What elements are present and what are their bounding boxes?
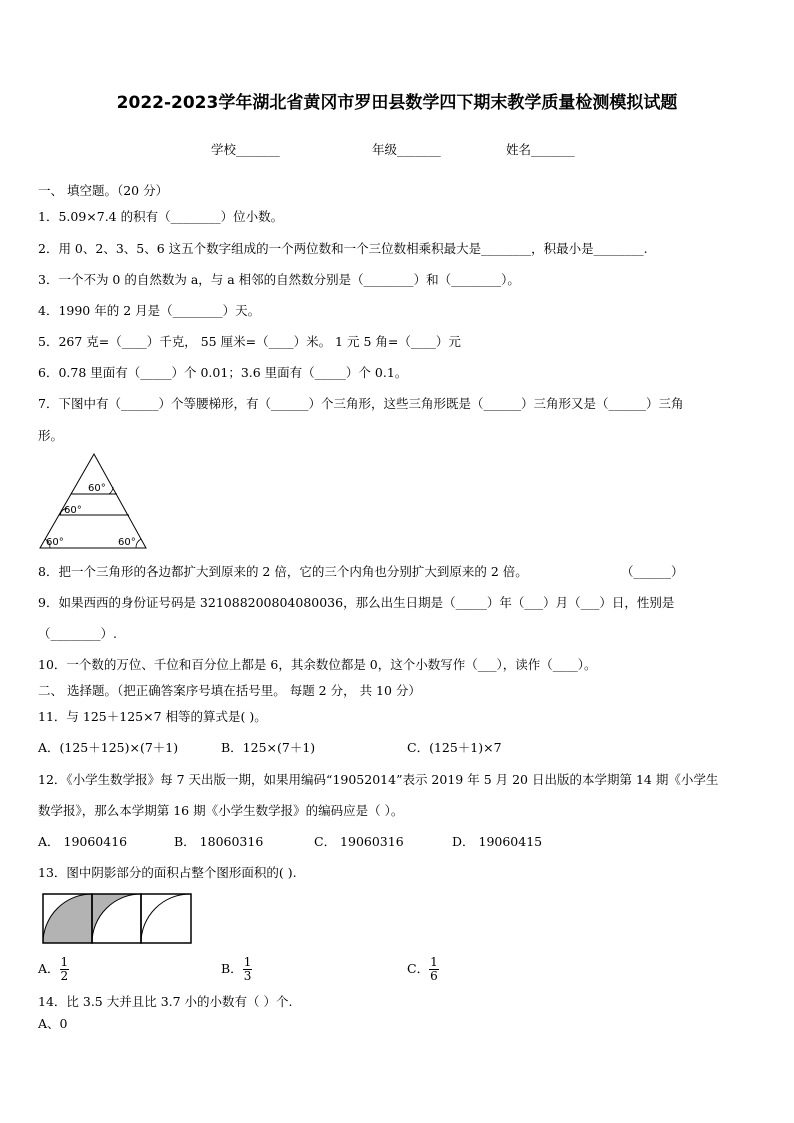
fraction <box>429 956 439 983</box>
name-field: 姓名_______ <box>506 142 575 157</box>
question-10: 10．一个数的万位、千位和百分位上都是 6，其余数位都是 0，这个小数写作（___），读作（____）。 <box>38 657 597 672</box>
question-14-option-a: A、0 <box>38 1016 68 1031</box>
question-3: 3．一个不为 0 的自然数为 a，与 a 相邻的自然数分别是（________）和（________）。 <box>38 272 520 287</box>
denominator: 6 <box>430 969 438 983</box>
section-heading-fill-blank: 一、 填空题。（20 分） <box>38 183 169 198</box>
angle-label-4: 60° <box>118 537 136 548</box>
fraction <box>243 956 253 983</box>
option-label: A． <box>38 961 60 976</box>
question-5: 5．267 克=（____）千克， 55 厘米=（____）米。 1 元 5 角=（____）元 <box>38 334 461 349</box>
shaded-area-figure <box>42 893 194 945</box>
arc-3 <box>141 894 190 943</box>
option-label: B． <box>221 961 243 976</box>
numerator: 1 <box>60 955 69 969</box>
fraction <box>60 956 70 983</box>
question-11-option-c: C．(125＋1)×7 <box>407 740 502 755</box>
question-11-option-b: B．125×(7＋1) <box>221 740 316 755</box>
question-1: 1．5.09×7.4 的积有（________）位小数。 <box>38 209 284 224</box>
angle-label-3: 60° <box>46 537 64 548</box>
angle-label-2: 60° <box>64 505 82 516</box>
question-11: 11．与 125＋125×7 相等的算式是( )。 <box>38 709 267 724</box>
question-11-option-a: A．(125＋125)×(7＋1) <box>38 740 179 755</box>
question-13-option-c <box>407 956 439 983</box>
triangle-figure <box>38 452 150 552</box>
outer-triangle <box>40 454 146 548</box>
question-4: 4．1990 年的 2 月是（________）天。 <box>38 303 261 318</box>
denominator: 3 <box>243 969 252 983</box>
numerator: 1 <box>430 955 438 969</box>
question-12-option-b: B． 18060316 <box>174 834 264 849</box>
question-9-line-2: （________）. <box>38 626 117 641</box>
question-12-line-2: 数学报》，那么本学期第 16 期《小学生数学报》的编码应是（ ）。 <box>38 803 404 818</box>
option-label: C． <box>407 961 430 976</box>
denominator: 2 <box>60 969 69 983</box>
square-3 <box>141 894 191 943</box>
question-12-option-d: D． 19060415 <box>452 834 543 849</box>
question-13-option-a <box>38 956 69 983</box>
question-12-line-1: 12．《小学生数学报》每 7 天出版一期，如果用编码“19052014”表示 2019 年 5 月 20 日出版的本学期第 14 期《小学生 <box>38 772 719 787</box>
question-14: 14．比 3.5 大并且比 3.7 小的小数有（ ）个. <box>38 994 293 1009</box>
grade-field: 年级_______ <box>372 142 441 157</box>
question-2: 2．用 0、2、3、5、6 这五个数字组成的一个两位数和一个三位数相乘积最大是________，积最小是________. <box>38 241 648 256</box>
question-8: 8．把一个三角形的各边都扩大到原来的 2 倍，它的三个内角也分别扩大到原来的 2 倍。 <box>38 564 528 579</box>
question-7-line-2: 形。 <box>38 428 64 443</box>
shaded-region-2 <box>92 894 141 943</box>
angle-label-1: 60° <box>88 483 106 494</box>
page-title: 2022-2023学年湖北省黄冈市罗田县数学四下期末教学质量检测模拟试题 <box>116 93 678 113</box>
question-12-option-c: C． 19060316 <box>314 834 404 849</box>
question-7-line-1: 7．下图中有（______）个等腰梯形，有（______）个三角形，这些三角形既是（______）三角形又是（______）三角 <box>38 396 684 411</box>
question-13: 13．图中阴影部分的面积占整个图形面积的( ). <box>38 865 297 880</box>
angle-arc-4 <box>136 539 141 548</box>
question-13-option-b <box>221 956 252 983</box>
question-6: 6．0.78 里面有（_____）个 0.01；3.6 里面有（_____）个 0.1。 <box>38 365 408 380</box>
school-field: 学校_______ <box>211 142 280 157</box>
question-9-line-1: 9．如果西西的身份证号码是 321088200804080036，那么出生日期是（_____）年（___）月（___）日，性别是 <box>38 595 675 610</box>
section-heading-multiple-choice: 二、 选择题。（把正确答案序号填在括号里。 每题 2 分， 共 10 分） <box>38 683 421 698</box>
numerator: 1 <box>243 955 252 969</box>
question-12-option-a: A． 19060416 <box>38 834 128 849</box>
question-8-answer-blank: （______） <box>621 564 684 579</box>
